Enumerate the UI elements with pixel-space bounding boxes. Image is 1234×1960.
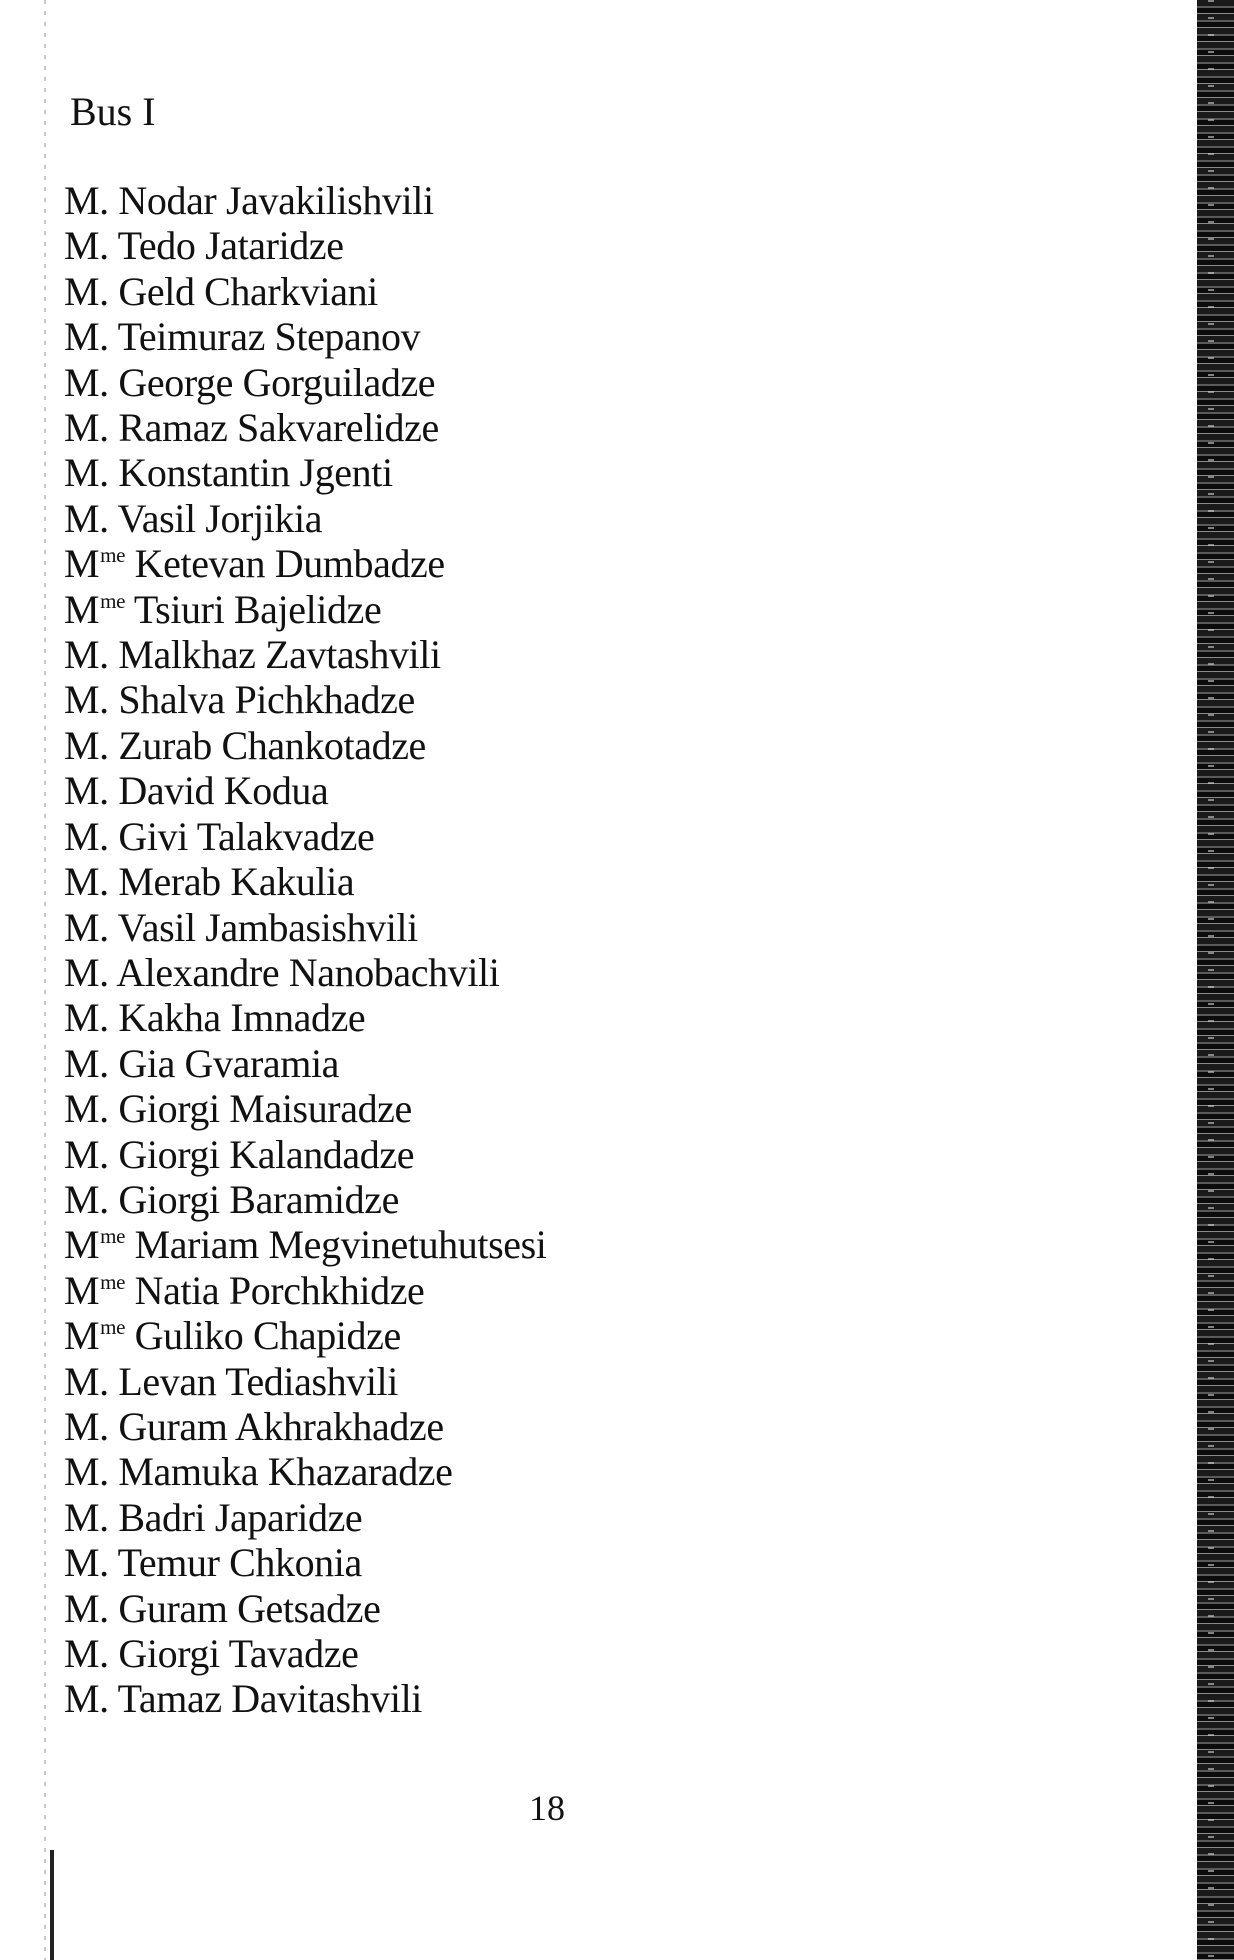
honorific: [64, 1586, 109, 1631]
honorific: [64, 1268, 125, 1313]
honorific: [64, 1404, 109, 1449]
honorific: [64, 814, 109, 859]
list-item: [64, 405, 546, 450]
honorific-letter: M.: [64, 722, 109, 768]
person-name: Malkhaz Zavtashvili: [118, 632, 441, 678]
honorific-letter: M.: [64, 1086, 109, 1132]
honorific: [64, 496, 109, 541]
list-item: [64, 496, 546, 541]
honorific-letter: M.: [64, 677, 109, 723]
person-name: Giorgi Baramidze: [118, 1176, 399, 1222]
honorific-letter: M.: [64, 904, 109, 950]
list-item: [64, 1540, 546, 1585]
person-name: David Kodua: [118, 768, 329, 814]
honorific: [64, 1449, 109, 1494]
person-name: Vasil Jorjikia: [117, 495, 323, 541]
honorific-letter: M.: [64, 1040, 109, 1086]
honorific-superscript: me: [100, 543, 126, 568]
person-name: Shalva Pichkhadze: [118, 677, 415, 723]
honorific-letter: M.: [64, 1358, 109, 1404]
honorific: [64, 1540, 109, 1585]
honorific: [64, 768, 109, 813]
honorific-letter: M: [64, 1313, 100, 1359]
person-name: Levan Tediashvili: [118, 1358, 398, 1404]
honorific: [64, 1132, 109, 1177]
list-item: [64, 587, 546, 632]
list-item: [64, 1086, 546, 1131]
honorific: [64, 223, 109, 268]
person-name: Giorgi Maisuradze: [118, 1086, 412, 1132]
honorific: [64, 1495, 109, 1540]
list-item: [64, 1222, 546, 1267]
honorific-letter: M.: [64, 450, 109, 496]
list-item: [64, 723, 546, 768]
honorific-letter: M.: [64, 178, 109, 223]
honorific-letter: M.: [64, 1676, 109, 1722]
honorific: [64, 859, 109, 904]
scan-right-border-noise: [1208, 0, 1214, 1960]
person-name: Nodar Javakilishvili: [118, 178, 434, 223]
scan-left-mark: [50, 1850, 54, 1960]
honorific-letter: M.: [64, 1403, 109, 1449]
list-item: [64, 1313, 546, 1358]
list-item: [64, 223, 546, 268]
honorific-superscript: me: [100, 1315, 126, 1340]
list-item: [64, 1404, 546, 1449]
honorific: [64, 950, 109, 995]
honorific: [64, 995, 109, 1040]
honorific-letter: M.: [64, 314, 109, 360]
list-item: [64, 1631, 546, 1676]
honorific-letter: M.: [64, 859, 109, 905]
honorific: [64, 723, 109, 768]
list-item: [64, 1495, 546, 1540]
honorific-letter: M.: [64, 223, 109, 269]
list-item: [64, 1676, 546, 1721]
honorific: [64, 1222, 125, 1267]
person-name: Guram Getsadze: [118, 1585, 381, 1631]
honorific-letter: M.: [64, 949, 109, 995]
honorific: [64, 360, 109, 405]
page-heading: Bus I: [70, 89, 156, 134]
honorific: [64, 269, 109, 314]
person-name: Konstantin Jgenti: [118, 450, 393, 496]
person-name: Mamuka Khazaradze: [118, 1449, 453, 1495]
person-name: Giorgi Kalandadze: [118, 1131, 415, 1177]
person-name: Zurab Chankotadze: [118, 722, 426, 768]
list-item: [64, 178, 546, 223]
person-name: Ramaz Sakvarelidze: [118, 405, 439, 451]
person-name: Vasil Jambasishvili: [117, 904, 418, 950]
honorific: [64, 1631, 109, 1676]
list-item: [64, 1449, 546, 1494]
honorific: [64, 905, 109, 950]
honorific-letter: M.: [64, 813, 109, 859]
list-item: [64, 1177, 546, 1222]
list-item: [64, 859, 546, 904]
honorific-letter: M.: [64, 768, 109, 814]
honorific: [64, 1041, 109, 1086]
honorific: [64, 632, 109, 677]
honorific-superscript: me: [100, 1269, 126, 1294]
honorific-letter: M: [64, 541, 100, 587]
honorific-letter: M: [64, 1267, 100, 1313]
person-name: Giorgi Tavadze: [118, 1631, 359, 1676]
list-item: [64, 1359, 546, 1404]
person-name: Geld Charkviani: [118, 268, 378, 314]
person-name: Alexandre Nanobachvili: [116, 949, 500, 995]
list-item: [64, 1132, 546, 1177]
page-number: 18: [529, 1788, 565, 1828]
honorific: [64, 405, 109, 450]
list-item: [64, 950, 546, 995]
honorific-letter: M: [64, 1222, 100, 1268]
honorific-letter: M.: [64, 632, 109, 678]
person-name: Tsiuri Bajelidze: [133, 586, 382, 632]
honorific-letter: M: [64, 586, 100, 632]
honorific: [64, 1359, 109, 1404]
person-name: Tedo Jataridze: [117, 223, 344, 269]
honorific-letter: M.: [64, 1176, 109, 1222]
person-name: Teimuraz Stepanov: [117, 314, 421, 360]
person-name: Guram Akhrakhadze: [118, 1403, 444, 1449]
honorific: [64, 1177, 109, 1222]
list-item: [64, 768, 546, 813]
person-name: Guliko Chapidze: [134, 1313, 401, 1359]
honorific: [64, 314, 109, 359]
person-name: Merab Kakulia: [118, 859, 355, 905]
honorific-letter: M.: [64, 495, 109, 541]
honorific: [64, 587, 125, 632]
person-name: Mariam Megvinetuhutsesi: [134, 1222, 547, 1268]
honorific-letter: M.: [64, 1631, 109, 1676]
person-name: George Gorguiladze: [118, 359, 436, 405]
list-item: [64, 269, 546, 314]
scan-left-edge: [44, 0, 46, 1960]
person-name: Ketevan Dumbadze: [134, 541, 445, 587]
list-item: [64, 632, 546, 677]
honorific-superscript: me: [100, 1224, 126, 1249]
honorific: [64, 450, 109, 495]
person-name: Badri Japaridze: [118, 1494, 363, 1540]
honorific: [64, 541, 125, 586]
honorific-letter: M.: [64, 1540, 109, 1586]
person-name: Givi Talakvadze: [118, 813, 375, 859]
honorific: [64, 1313, 125, 1358]
honorific-letter: M.: [64, 268, 109, 314]
honorific-letter: M.: [64, 1494, 109, 1540]
passenger-list: [64, 178, 546, 1722]
person-name: Tamaz Davitashvili: [117, 1676, 423, 1722]
person-name: Kakha Imnadze: [118, 995, 366, 1041]
list-item: [64, 1041, 546, 1086]
honorific-superscript: me: [100, 588, 126, 613]
person-name: Temur Chkonia: [117, 1540, 362, 1586]
honorific-letter: M.: [64, 1449, 109, 1495]
honorific-letter: M.: [64, 405, 109, 451]
list-item: [64, 995, 546, 1040]
honorific: [64, 677, 109, 722]
list-item: [64, 314, 546, 359]
list-item: [64, 677, 546, 722]
honorific: [64, 1676, 109, 1721]
list-item: [64, 814, 546, 859]
honorific-letter: M.: [64, 1585, 109, 1631]
honorific-letter: M.: [64, 995, 109, 1041]
person-name: Natia Porchkhidze: [134, 1267, 425, 1313]
list-item: [64, 1268, 546, 1313]
list-item: [64, 360, 546, 405]
honorific: [64, 1086, 109, 1131]
list-item: [64, 450, 546, 495]
honorific-letter: M.: [64, 1131, 109, 1177]
scan-right-border: [1197, 0, 1234, 1960]
list-item: [64, 1586, 546, 1631]
honorific: [64, 178, 109, 223]
honorific-letter: M.: [64, 359, 109, 405]
list-item: [64, 905, 546, 950]
list-item: [64, 541, 546, 586]
person-name: Gia Gvaramia: [118, 1040, 340, 1086]
